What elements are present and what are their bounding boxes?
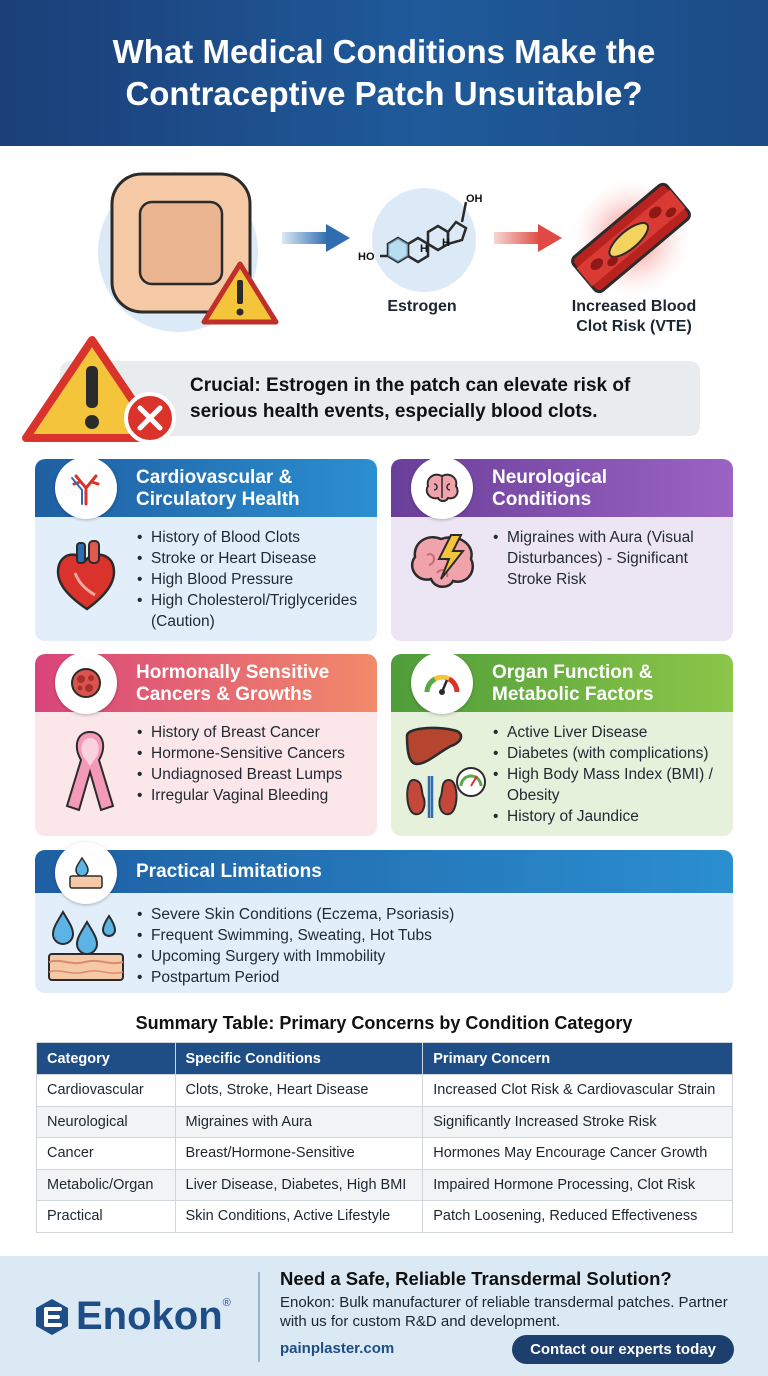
list-item: • Hormone-Sensitive Cancers <box>137 743 373 764</box>
list-item: • Migraines with Aura (Visual Disturbances) - Significant Stroke Risk <box>493 527 723 590</box>
list-item: • History of Breast Cancer <box>137 722 373 743</box>
cancer-cell-icon <box>69 666 103 700</box>
brain-lightning-icon <box>407 529 481 601</box>
footer-headline: Need a Safe, Reliable Transdermal Solution? <box>280 1268 672 1289</box>
table-cell: Increased Clot Risk & Cardiovascular Strain <box>423 1075 733 1107</box>
pink-ribbon-icon <box>61 726 119 812</box>
card-cardiovascular <box>35 459 377 641</box>
card-neurological <box>391 459 733 641</box>
list-item: • Stroke or Heart Disease <box>137 548 373 569</box>
list-item: • Postpartum Period <box>137 967 697 988</box>
blood-vessel-badge <box>55 459 117 519</box>
card-organ-metabolic <box>391 654 733 836</box>
table-cell: Cardiovascular <box>37 1075 176 1107</box>
summary-table-title: Summary Table: Primary Concerns by Condition Category <box>135 1013 633 1033</box>
arrow-right-icon <box>282 224 350 252</box>
condition-list <box>137 722 373 806</box>
card-hormonal-cancers <box>35 654 377 836</box>
table-cell: Hormones May Encourage Cancer Growth <box>423 1138 733 1170</box>
list-item: • History of Blood Clots <box>137 527 373 548</box>
header-banner <box>0 0 768 146</box>
estrogen-label: Estrogen <box>387 298 457 315</box>
skin-badge <box>55 842 117 904</box>
list-item: • High Blood Pressure <box>137 569 373 590</box>
arrow-right-icon <box>494 224 562 252</box>
blood-vessel-icon <box>68 470 104 506</box>
table-row <box>37 1075 733 1107</box>
column-header: Category <box>37 1043 176 1075</box>
table-cell: Breast/Hormone-Sensitive <box>175 1138 423 1170</box>
liver-kidney-icon <box>403 724 487 820</box>
table-cell: Patch Loosening, Reduced Effectiveness <box>423 1201 733 1233</box>
list-item: • High Cholesterol/Triglycerides (Caution) <box>137 590 373 632</box>
molecule-oh-label: OH <box>466 193 483 205</box>
table-header-row <box>37 1043 733 1075</box>
callout-text: Crucial: Estrogen in the patch can elevate risk of serious health events, especially blood clots. <box>190 375 631 422</box>
condition-list <box>137 904 697 988</box>
card-title: Organ Function & Metabolic Factors <box>492 662 654 705</box>
skin-droplet-icon <box>68 856 104 890</box>
registered-mark: ® <box>222 1296 231 1309</box>
table-row <box>37 1201 733 1233</box>
card-practical-limitations <box>35 850 733 993</box>
brain-icon <box>424 472 460 504</box>
heart-icon <box>51 539 123 615</box>
condition-list <box>137 527 373 632</box>
table-cell: Significantly Increased Stroke Risk <box>423 1106 733 1138</box>
list-item: • Upcoming Surgery with Immobility <box>137 946 697 967</box>
column-header: Specific Conditions <box>175 1043 423 1075</box>
list-item: • Diabetes (with complications) <box>493 743 729 764</box>
card-title: Practical Limitations <box>136 861 322 882</box>
brain-badge <box>411 459 473 519</box>
card-title: Cardiovascular & Circulatory Health <box>136 467 300 510</box>
blood-clot-icon <box>566 176 696 296</box>
cell-badge <box>55 654 117 714</box>
table-cell: Practical <box>37 1201 176 1233</box>
estrogen-molecule-icon <box>358 182 488 292</box>
molecule-ho-label: HO <box>358 251 375 263</box>
footer-description: Enokon: Bulk manufacturer of reliable transdermal patches. Partner with us for custom R&D and development. <box>280 1294 728 1330</box>
molecule-h-label: H <box>420 243 428 255</box>
card-title: Hormonally Sensitive Cancers & Growths <box>136 662 330 705</box>
enokon-logo-icon <box>34 1297 70 1337</box>
card-title: Neurological Conditions <box>492 467 608 510</box>
condition-list <box>493 722 729 827</box>
table-cell: Liver Disease, Diabetes, High BMI <box>175 1169 423 1201</box>
warning-danger-icon <box>22 334 182 446</box>
table-cell: Migraines with Aura <box>175 1106 423 1138</box>
list-item: • High Body Mass Index (BMI) / Obesity <box>493 764 729 806</box>
list-item: • Irregular Vaginal Bleeding <box>137 785 373 806</box>
brand-name: Enokon <box>76 1294 223 1338</box>
list-item: • Active Liver Disease <box>493 722 729 743</box>
list-item: • Undiagnosed Breast Lumps <box>137 764 373 785</box>
list-item: • Frequent Swimming, Sweating, Hot Tubs <box>137 925 697 946</box>
table-cell: Impaired Hormone Processing, Clot Risk <box>423 1169 733 1201</box>
footer-divider <box>258 1272 260 1362</box>
page-title: What Medical Conditions Make the Contraceptive Patch Unsuitable? <box>112 33 656 112</box>
table-cell: Cancer <box>37 1138 176 1170</box>
contact-experts-button[interactable]: Contact our experts today <box>512 1335 734 1364</box>
gauge-icon <box>423 670 461 696</box>
table-row <box>37 1138 733 1170</box>
patch-warning-icon <box>98 172 288 332</box>
table-cell: Neurological <box>37 1106 176 1138</box>
list-item: • History of Jaundice <box>493 806 729 827</box>
list-item: • Severe Skin Conditions (Eczema, Psoriasis) <box>137 904 697 925</box>
table-row <box>37 1169 733 1201</box>
table-cell: Clots, Stroke, Heart Disease <box>175 1075 423 1107</box>
table-row <box>37 1106 733 1138</box>
brand-logo <box>34 1294 231 1339</box>
gauge-badge <box>411 654 473 714</box>
summary-table <box>36 1042 733 1233</box>
condition-list <box>493 527 723 590</box>
skin-water-icon <box>47 908 125 982</box>
table-cell: Skin Conditions, Active Lifestyle <box>175 1201 423 1233</box>
clot-risk-label: Increased Blood Clot Risk (VTE) <box>571 298 697 335</box>
column-header: Primary Concern <box>423 1043 733 1075</box>
table-cell: Metabolic/Organ <box>37 1169 176 1201</box>
website-link[interactable]: painplaster.com <box>280 1340 395 1357</box>
molecule-h-label: H <box>442 237 450 249</box>
